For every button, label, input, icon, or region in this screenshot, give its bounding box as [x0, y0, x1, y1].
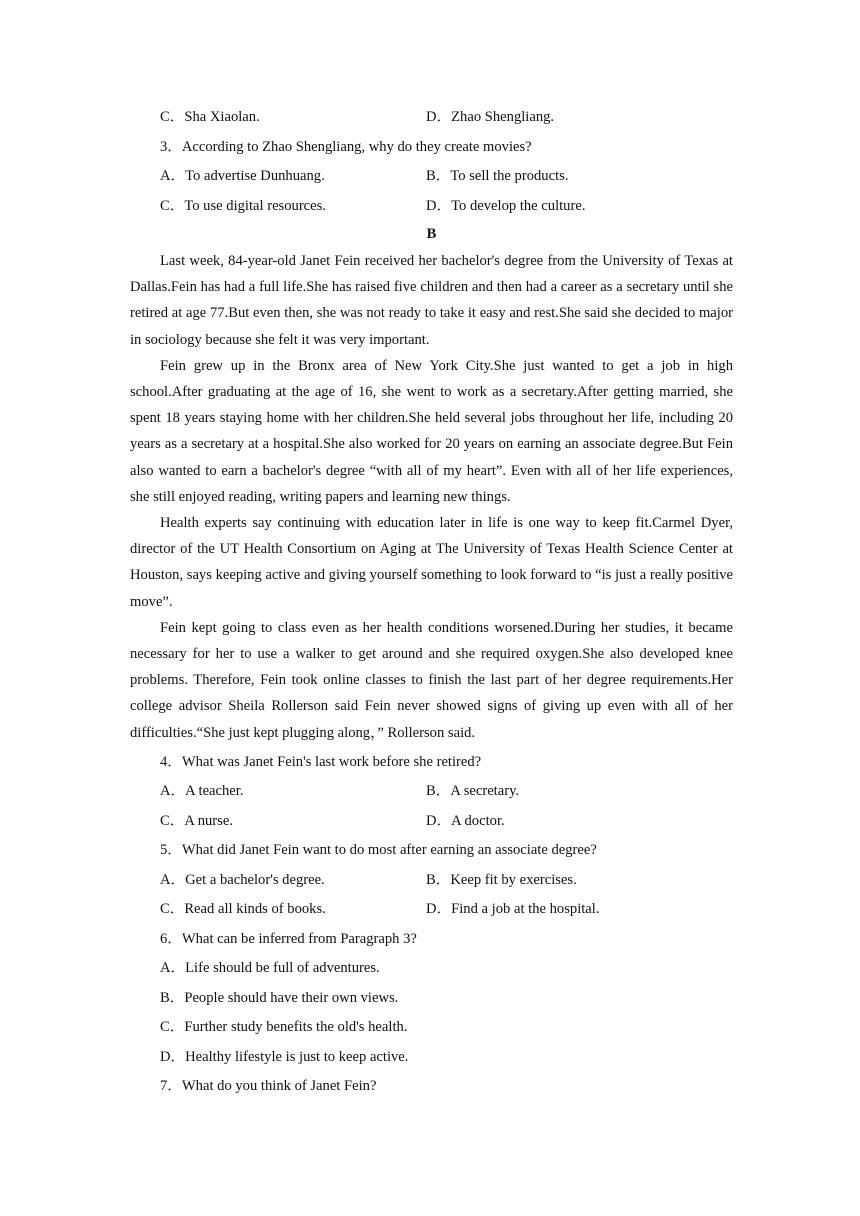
q2-option-c: C．Sha Xiaolan.: [160, 109, 260, 125]
q4-option-d: D．A doctor.: [426, 812, 505, 829]
q4-options-row-2: [130, 807, 733, 837]
q4-stem: 4．What was Janet Fein's last work before she retired?: [160, 753, 482, 770]
q3-stem: 3．According to Zhao Shengliang, why do they create movies?: [160, 138, 532, 155]
q4-option-c: C．A nurse.: [160, 812, 233, 829]
q2-option-d: D．Zhao Shengliang.: [426, 109, 555, 125]
q5-option-d: D．Find a job at the hospital.: [426, 901, 600, 918]
q5-option-a: A．Get a bachelor's degree.: [160, 871, 325, 888]
q4-options-row-1: [130, 777, 733, 807]
passage-paragraph-1: Last week, 84-year-old Janet Fein received her bachelor's degree from the University of Texas at Dallas.Fein has had a full life.She has raised five children and then had a career as a secretary until she retired at age 77.But even then, she was not ready to take it easy and rest.She said she decided to major in sociology because she felt it was very important.: [130, 253, 733, 348]
q5-stem: 5．What did Janet Fein want to do most after earning an associate degree?: [160, 842, 597, 859]
q6-option-b: B．People should have their own views.: [160, 989, 399, 1006]
q3-option-b: B．To sell the products.: [426, 168, 569, 184]
q3-option-a: A．To advertise Dunhuang.: [160, 168, 325, 184]
q5-options-row-1: [130, 866, 733, 896]
q6-option-d: D．Healthy lifestyle is just to keep active.: [160, 1048, 409, 1065]
q6-option-a: A．Life should be full of adventures.: [160, 960, 380, 977]
passage-paragraph-4: Fein kept going to class even as her health conditions worsened.During her studies, it became necessary for her to use a walker to get around and she required oxygen.She also developed knee problems. Therefore, Fein took online classes to finish the last part of her degree requirements.Her college advisor Sheila Rollerson said Fein never showed signs of giving up even with all of her difficulties.“She just kept plugging along，” Rollerson said.: [130, 619, 733, 741]
q3-options-row-1: [130, 162, 733, 192]
q7-stem: 7．What do you think of Janet Fein?: [160, 1078, 377, 1095]
q6-option-c: C．Further study benefits the old's health.: [160, 1019, 408, 1036]
q2-options-row: [130, 103, 733, 133]
q5-options-row-2: [130, 895, 733, 925]
passage-paragraph-2: Fein grew up in the Bronx area of New York City.She just wanted to get a job in high school.After graduating at the age of 16, she went to work as a secretary.After getting married, she spent 18 years staying home with her children.She held several jobs throughout her life, including 20 years as a secretary at a hospital.She also worked for 20 years on earning an associate degree.But Fein also wanted to earn a bachelor's degree “with all of my heart”. Even with all of her life experiences, she still enjoyed reading, writing papers and learning new things.: [130, 357, 733, 505]
q3-options-row-2: [130, 192, 733, 222]
q3-option-d: D．To develop the culture.: [426, 197, 586, 214]
document-content: [130, 103, 733, 1102]
q5-option-c: C．Read all kinds of books.: [160, 901, 326, 918]
passage-paragraph-3: Health experts say continuing with education later in life is one way to keep fit.Carmel Dyer, director of the UT Health Consortium on Aging at The University of Texas Health Science Center at Houston, says keeping active and giving yourself something to look forward to “is just a really positive move”.: [130, 515, 733, 610]
q5-option-b: B．Keep fit by exercises.: [426, 871, 577, 888]
q3-option-c: C．To use digital resources.: [160, 197, 326, 214]
q4-option-a: A．A teacher.: [160, 783, 244, 800]
section-b-heading: B: [426, 226, 437, 242]
q6-stem: 6．What can be inferred from Paragraph 3?: [160, 930, 417, 947]
q4-option-b: B．A secretary.: [426, 783, 520, 800]
